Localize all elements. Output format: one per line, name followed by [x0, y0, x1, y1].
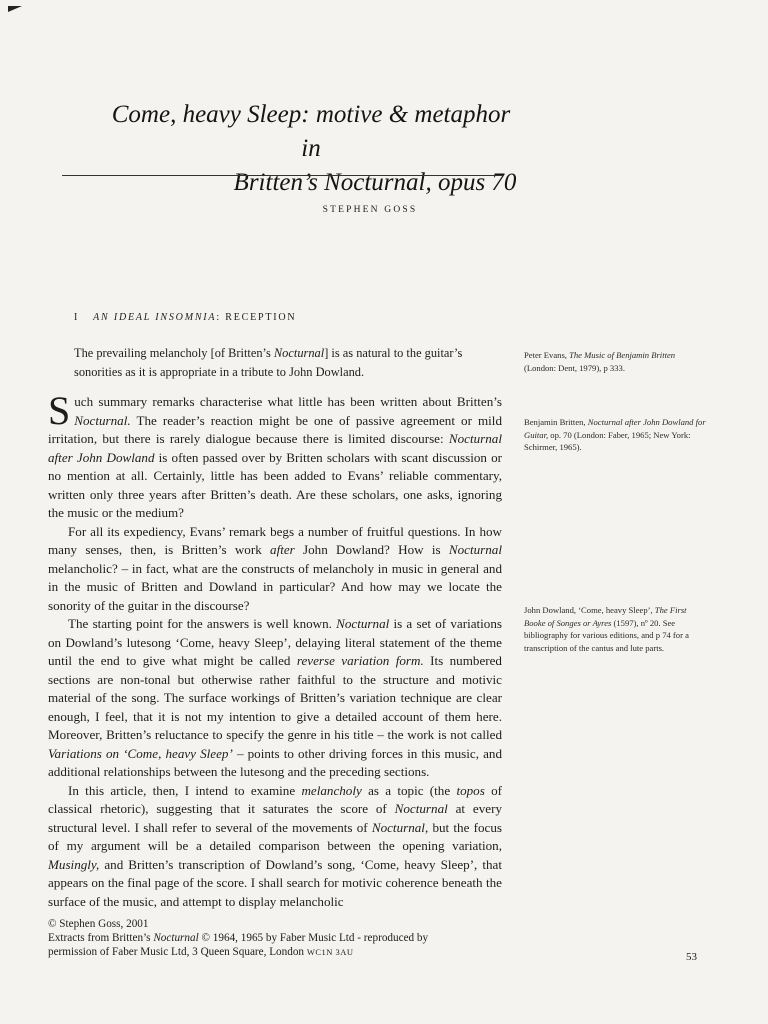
paragraph-4: In this article, then, I intend to examine melancholy as a topic (the topos of classical rhetoric), suggesting that it saturates the score of Nocturnal at every structural level. I shall refer to several of the movements of Nocturnal, but the focus of my argument will be a detailed comparison between the opening variation, Musingly, and Britten’s transcription of Dowland’s song, ‘Come, heavy Sleep’, that appears on the final page of the score. I shall search for motivic coherence beneath the surface of the music, and attempt to display melancholic: [48, 782, 503, 909]
extracts-line: Extracts from Britten’s Nocturnal © 1964, 1965 by Faber Music Ltd - reproduced by: [48, 932, 429, 944]
epigraph-text: The prevailing melancholy [of Britten’s: [74, 346, 274, 360]
copyright-footer: [48, 917, 508, 959]
title-line-2: Britten’s Nocturnal, opus 70: [233, 169, 517, 196]
title-line-1: Come, heavy Sleep: motive & metaphor in: [111, 101, 511, 162]
epigraph-text-end: ] is as natural to the guitar’s sonorities as it is appropriate in a tribute to John Dowland.: [74, 346, 463, 379]
body-text: [48, 388, 503, 911]
drop-cap: S: [48, 388, 71, 433]
paragraph-3: The starting point for the answers is well known. Nocturnal is a set of variations on Dowland’s lutesong ‘Come, heavy Sleep’, delaying literal statement of the theme until the end to give what might be called reverse variation form. Its numbered sections are non-tonal but otherwise rather faithful to the structure and motivic material of the song. The surface workings of Britten’s variation technique are clear enough, I feel, that it is not my intention to give a detailed account of them here. Moreover, Britten’s reluctance to specify the genre in his title – the work is not called Variations on ‘Come, heavy Sleep’ – points to other driving forces in this music, and additional relationships between the lutesong and the preceding sections.: [48, 616, 503, 779]
paragraph-1: Such summary remarks characterise what little has been written about Britten’s Nocturnal. The reader’s reaction might be one of passive agreement or mild irritation, but there is rarely dialogue because there is limited discourse: Nocturnal after John Dowland is often passed over by Britten scholars with scant discussion or no mention at all. Certainly, little has been added to Evans’ reliable commentary, written only three years after Britten’s death. Are these scholars, one asks, ignoring the music or the medium?: [48, 388, 502, 520]
corner-mark: [8, 6, 22, 12]
epigraph-italic: Nocturnal: [273, 346, 325, 360]
section-number: I: [74, 312, 80, 323]
sidenote-2: Benjamin Britten, Nocturnal after John Dowland for Guitar, op. 70 (London: Faber, 1965; New York: Schirmer, 1965).: [524, 417, 706, 453]
section-title-rest: : RECEPTION: [216, 312, 297, 323]
section-heading: [74, 312, 296, 323]
permission-line: permission of Faber Music Ltd, 3 Queen Square, London WC1N 3AU: [48, 946, 354, 958]
title-rule: [62, 175, 504, 176]
section-title-italic: AN IDEAL INSOMNIA: [93, 312, 217, 323]
epigraph: [74, 344, 492, 381]
author-name: STEPHEN GOSS: [322, 205, 418, 215]
sidenote-1: Peter Evans, The Music of Benjamin Britten (London: Dent, 1979), p 333.: [524, 350, 676, 373]
paragraph-2: For all its expediency, Evans’ remark begs a number of fruitful questions. In how many senses, then, is Britten’s work after John Dowland? How is Nocturnal melancholic? – in fact, what are the constructs of melancholy in music in general and in the music of Britten and Dowland in particular? And how may we locate the sonority of the guitar in the discourse?: [48, 523, 502, 613]
sidenote-3: John Dowland, ‘Come, heavy Sleep’, The First Booke of Songes or Ayres (1597), nº 20. See bibliography for various editions, and p 74 for a transcription of the cantus and lute parts.: [524, 605, 689, 653]
copyright-line: © Stephen Goss, 2001: [48, 918, 149, 930]
page-number: 53: [686, 951, 697, 963]
article-title: [100, 98, 540, 200]
